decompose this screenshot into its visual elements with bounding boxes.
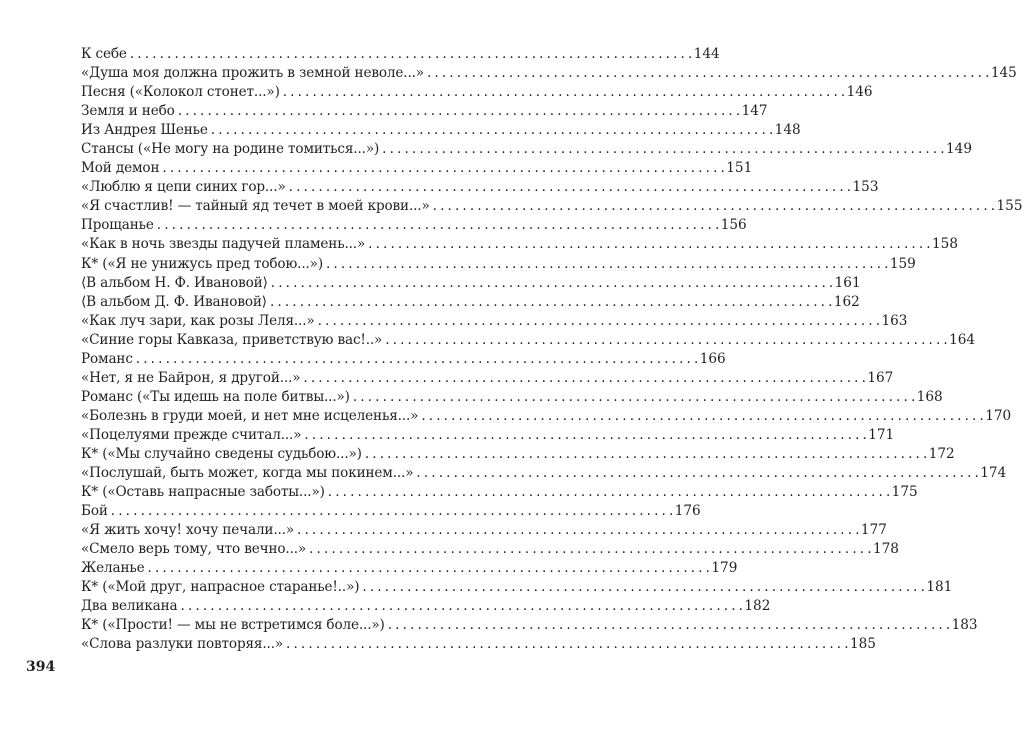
toc-entry-page: 170 bbox=[985, 407, 1012, 424]
toc-leader-dots bbox=[286, 635, 848, 654]
toc-entry-title: «Люблю я цепи синих гор...» bbox=[81, 179, 286, 196]
toc-entry-title: Прощанье bbox=[81, 217, 154, 234]
toc-leader-dots bbox=[382, 140, 944, 159]
toc-entry-title: Земля и небо bbox=[81, 103, 175, 120]
toc-leader-dots bbox=[130, 45, 692, 64]
toc-entry bbox=[81, 350, 726, 369]
toc-entry-page: 148 bbox=[774, 122, 801, 139]
toc-entry-page: 185 bbox=[849, 636, 876, 653]
toc-entry bbox=[81, 255, 916, 274]
toc-entry-page: 171 bbox=[868, 426, 895, 443]
toc-entry-page: 174 bbox=[980, 465, 1007, 482]
toc-entry-page: 183 bbox=[951, 617, 978, 634]
toc-entry-title: «Болезнь в груди моей, и нет мне исцеленья...» bbox=[81, 407, 419, 424]
toc-entry bbox=[81, 502, 701, 521]
toc-entry-title: К* («Мы случайно сведены судьбою...») bbox=[81, 445, 362, 462]
toc-entry-title: Из Андрея Шенье bbox=[81, 122, 208, 139]
toc-entry-title: Романс («Ты идешь на поле битвы...») bbox=[81, 388, 350, 405]
toc-entry-title: «Душа моя должна прожить в земной неволе...» bbox=[81, 65, 424, 82]
toc-entry-title: ⟨В альбом Н. Ф. Ивановой⟩ bbox=[81, 274, 268, 291]
toc-entry bbox=[81, 407, 1012, 426]
toc-entry-page: 172 bbox=[928, 445, 955, 462]
toc-leader-dots bbox=[178, 102, 740, 121]
toc-entry-title: «Как луч зари, как розы Леля...» bbox=[81, 312, 315, 329]
toc-leader-dots bbox=[433, 197, 995, 216]
toc-entry-page: 177 bbox=[860, 522, 887, 539]
toc-entry-page: 163 bbox=[881, 312, 908, 329]
toc-entry-page: 159 bbox=[889, 255, 916, 272]
toc-entry bbox=[81, 83, 873, 102]
toc-entry bbox=[81, 540, 899, 559]
toc-entry bbox=[81, 312, 908, 331]
toc-entry-page: 181 bbox=[926, 579, 953, 596]
toc-entry-title: «Нет, я не Байрон, я другой...» bbox=[81, 369, 301, 386]
toc-entry bbox=[81, 578, 953, 597]
toc-leader-dots bbox=[162, 159, 724, 178]
toc-entry-page: 151 bbox=[726, 160, 753, 177]
toc-leader-dots bbox=[111, 502, 673, 521]
toc-entry bbox=[81, 388, 943, 407]
toc-leader-dots bbox=[304, 426, 866, 445]
toc-entry bbox=[81, 426, 895, 445]
toc-entry-title: «Синие горы Кавказа, приветствую вас!..» bbox=[81, 331, 383, 348]
table-of-contents bbox=[81, 45, 1022, 655]
toc-entry-page: 167 bbox=[867, 369, 894, 386]
toc-entry bbox=[81, 159, 753, 178]
page-number: 394 bbox=[26, 659, 56, 675]
toc-entry bbox=[81, 445, 955, 464]
toc-entry-title: Мой демон bbox=[81, 160, 160, 177]
toc-entry bbox=[81, 140, 972, 159]
toc-leader-dots bbox=[303, 369, 865, 388]
toc-entry-page: 179 bbox=[711, 560, 738, 577]
toc-entry bbox=[81, 235, 958, 254]
toc-entry bbox=[81, 597, 771, 616]
toc-leader-dots bbox=[388, 616, 950, 635]
toc-leader-dots bbox=[181, 597, 743, 616]
toc-entry-page: 164 bbox=[949, 331, 976, 348]
toc-entry-page: 153 bbox=[852, 179, 879, 196]
toc-entry-page: 162 bbox=[833, 293, 860, 310]
toc-leader-dots bbox=[271, 274, 833, 293]
toc-entry-title: Романс bbox=[81, 350, 133, 367]
toc-leader-dots bbox=[353, 388, 915, 407]
toc-entry-title: Песня («Колокол стонет...») bbox=[81, 84, 280, 101]
toc-entry bbox=[81, 197, 1022, 216]
toc-leader-dots bbox=[368, 235, 930, 254]
toc-entry-page: 161 bbox=[834, 274, 861, 291]
toc-entry bbox=[81, 121, 801, 140]
toc-entry bbox=[81, 521, 887, 540]
toc-entry-page: 175 bbox=[891, 484, 918, 501]
toc-leader-dots bbox=[283, 83, 845, 102]
toc-entry-page: 145 bbox=[990, 65, 1017, 82]
toc-leader-dots bbox=[326, 255, 888, 274]
toc-leader-dots bbox=[148, 559, 710, 578]
toc-entry-page: 155 bbox=[996, 198, 1022, 215]
toc-entry-title: Стансы («Не могу на родине томиться...») bbox=[81, 141, 380, 158]
toc-entry-title: «Я жить хочу! хочу печали...» bbox=[81, 522, 295, 539]
toc-entry bbox=[81, 369, 894, 388]
toc-leader-dots bbox=[328, 483, 890, 502]
toc-entry-title: К* («Мой друг, напрасное старанье!..») bbox=[81, 579, 360, 596]
toc-entry-title: Желанье bbox=[81, 560, 145, 577]
toc-entry bbox=[81, 45, 720, 64]
toc-entry-page: 182 bbox=[744, 598, 771, 615]
toc-entry-page: 166 bbox=[699, 350, 726, 367]
toc-leader-dots bbox=[416, 464, 978, 483]
toc-entry-title: «Послушай, быть может, когда мы покинем...» bbox=[81, 465, 414, 482]
toc-entry-page: 144 bbox=[693, 46, 720, 62]
toc-entry bbox=[81, 274, 861, 293]
toc-entry bbox=[81, 216, 747, 235]
toc-leader-dots bbox=[362, 578, 924, 597]
toc-leader-dots bbox=[318, 312, 880, 331]
toc-entry-page: 178 bbox=[872, 541, 899, 558]
toc-entry-page: 146 bbox=[846, 84, 873, 101]
toc-entry-title: ⟨В альбом Д. Ф. Ивановой⟩ bbox=[81, 293, 267, 310]
toc-leader-dots bbox=[297, 521, 859, 540]
toc-entry bbox=[81, 102, 768, 121]
toc-entry-page: 176 bbox=[674, 503, 701, 520]
toc-entry-title: К* («Я не унижусь пред тобою...») bbox=[81, 255, 323, 272]
toc-entry bbox=[81, 178, 879, 197]
toc-entry-title: «Я счастлив! — тайный яд течет в моей крови...» bbox=[81, 198, 430, 215]
toc-leader-dots bbox=[427, 64, 989, 83]
toc-entry-title: Два великана bbox=[81, 598, 178, 615]
toc-entry-page: 149 bbox=[946, 141, 972, 158]
toc-entry bbox=[81, 559, 738, 578]
toc-entry-title: Бой bbox=[81, 503, 108, 520]
toc-entry bbox=[81, 483, 918, 502]
toc-leader-dots bbox=[289, 178, 851, 197]
toc-entry bbox=[81, 464, 1007, 483]
toc-leader-dots bbox=[309, 540, 871, 559]
toc-entry bbox=[81, 64, 1017, 83]
toc-leader-dots bbox=[157, 216, 719, 235]
toc-leader-dots bbox=[136, 350, 698, 369]
toc-leader-dots bbox=[211, 121, 773, 140]
toc-entry bbox=[81, 293, 860, 312]
toc-leader-dots bbox=[385, 331, 947, 350]
toc-entry-page: 147 bbox=[741, 103, 768, 120]
toc-entry bbox=[81, 331, 976, 350]
toc-leader-dots bbox=[270, 293, 832, 312]
toc-entry bbox=[81, 635, 876, 654]
toc-entry-page: 158 bbox=[932, 236, 958, 253]
toc-entry-title: «Как в ночь звезды падучей пламень...» bbox=[81, 236, 366, 253]
toc-leader-dots bbox=[421, 407, 983, 426]
toc-leader-dots bbox=[365, 445, 927, 464]
toc-entry-title: «Смело верь тому, что вечно...» bbox=[81, 541, 307, 558]
toc-entry-page: 168 bbox=[916, 388, 943, 405]
toc-entry-title: «Поцелуями прежде считал...» bbox=[81, 426, 302, 443]
toc-entry-title: К* («Прости! — мы не встретимся боле...») bbox=[81, 617, 385, 634]
toc-entry-title: К себе bbox=[81, 46, 127, 62]
toc-entry-page: 156 bbox=[720, 217, 747, 234]
toc-entry-title: К* («Оставь напрасные заботы...») bbox=[81, 484, 325, 501]
toc-entry-title: «Слова разлуки повторяя...» bbox=[81, 636, 284, 653]
toc-entry bbox=[81, 616, 978, 635]
